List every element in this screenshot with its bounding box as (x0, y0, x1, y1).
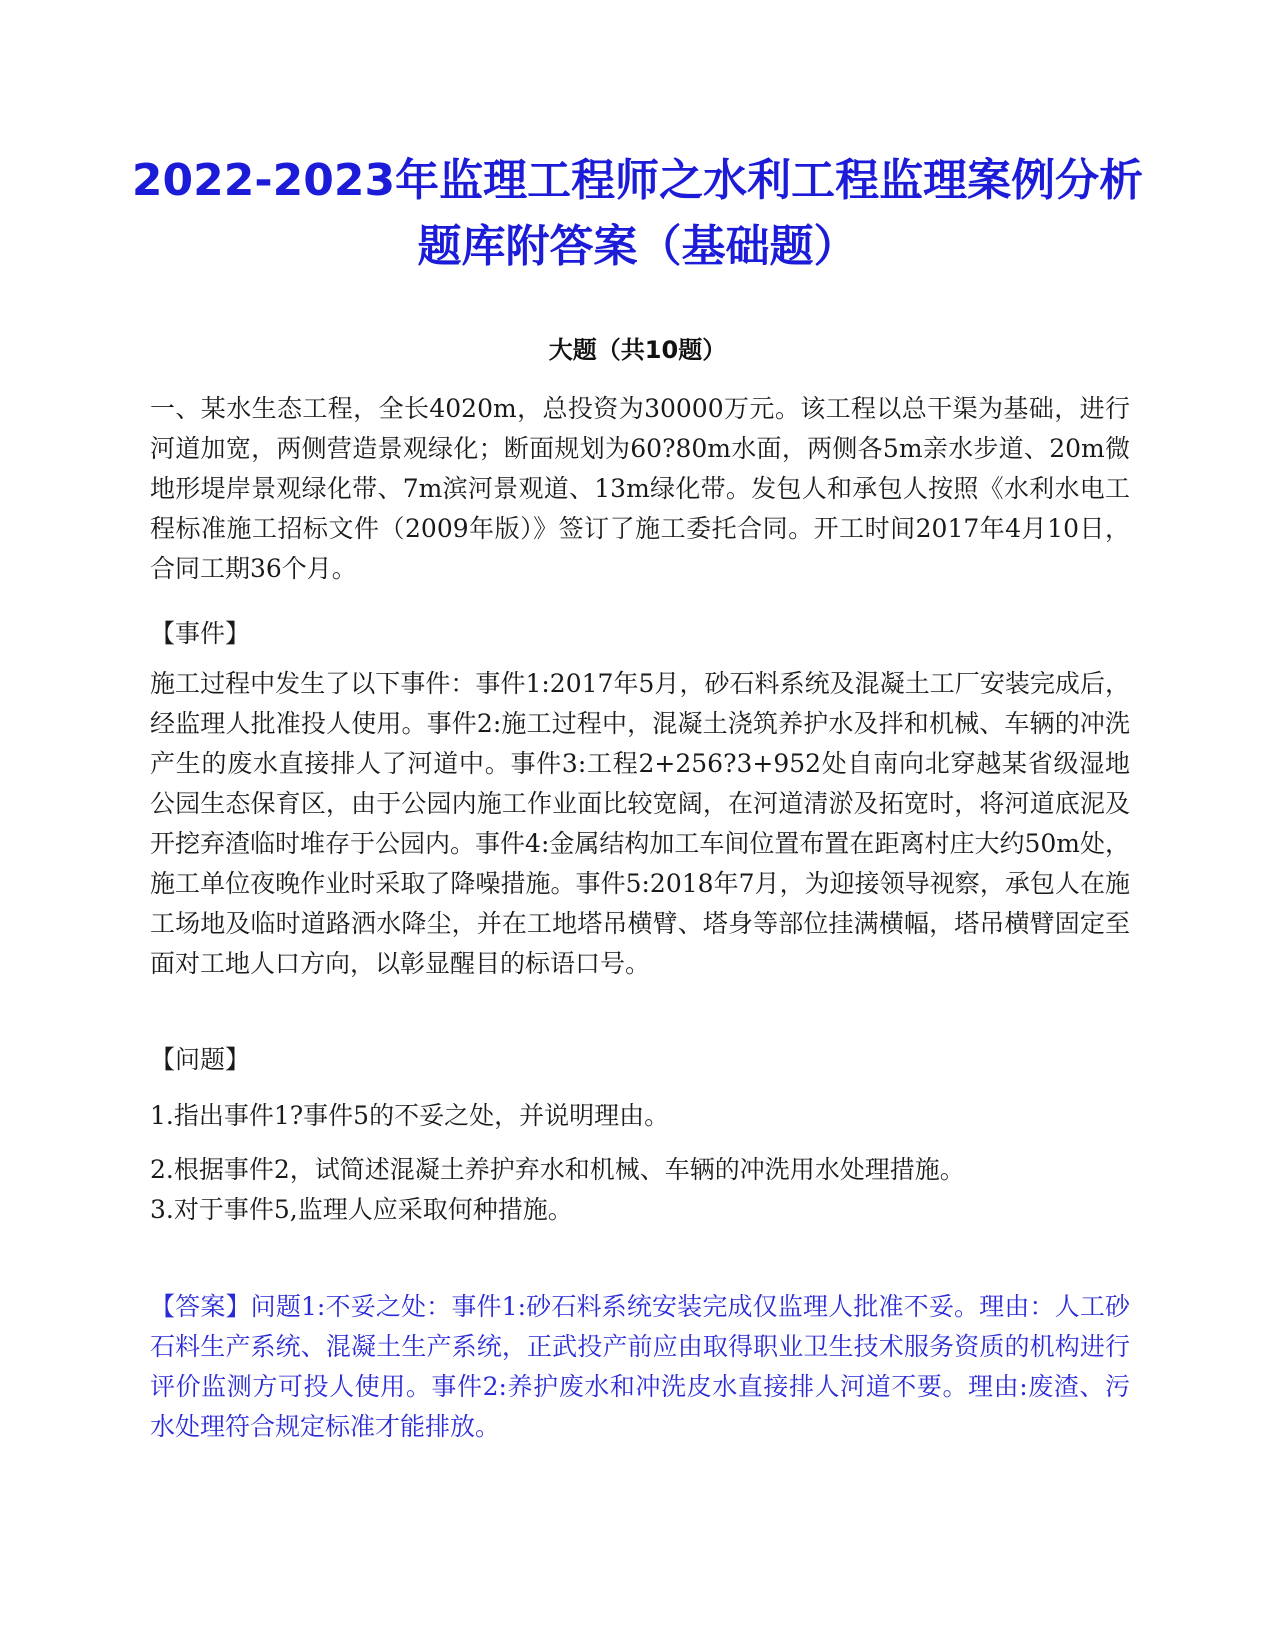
question-heading: 【问题】 (150, 1045, 251, 1074)
document-title: 2022-2023年监理工程师之水利工程监理案例分析题库附答案（基础题） (131, 155, 1144, 272)
question-item-2: 2.根据事件2，试简述混凝土养护弃水和机械、车辆的冲洗用水处理措施。 (150, 1155, 965, 1184)
question-intro: 一、某水生态工程，全长4020m，总投资为30000万元。该工程以总干渠为基础，进行河道加宽，两侧营造景观绿化；断面规划为60?80m水面，两侧各5m亲水步道、20m微地形堤岸景观绿化带、7m滨河景观道、13m绿化带。发包人和承包人按照《水利水电工程标准施工招标文件（2009年版）》签订了施工委托合同。开工时间2017年4月10日，合同工期36个月。 (150, 394, 1130, 583)
answer-text: 问题1:不妥之处：事件1:砂石料系统安装完成仅监理人批准不妥。理由：人工砂石料生产系统、混凝土生产系统，正武投产前应由取得职业卫生技术服务资质的机构进行评价监测方可投人使用。事件2:养护废水和冲洗皮水直接排人河道不要。理由:废渣、污水处理符合规定标准才能排放。 (150, 1292, 1130, 1441)
section-heading: 大题（共10题） (548, 336, 727, 364)
answer-paragraph (150, 1287, 1130, 1447)
events-paragraph: 施工过程中发生了以下事件：事件1:2017年5月，砂石料系统及混凝土工厂安装完成后，经监理人批准投人使用。事件2:施工过程中，混凝土浇筑养护水及拌和机械、车辆的冲洗产生的废水直接排人了河道中。事件3:工程2+256?3+952处自南向北穿越某省级湿地公园生态保育区，由于公园内施工作业面比较宽阔，在河道清淤及拓宽时，将河道底泥及开挖弃渣临时堆存于公园内。事件4:金属结构加工车间位置布置在距离村庄大约50m处，施工单位夜晚作业时采取了降噪措施。事件5:2018年7月，为迎接领导视察，承包人在施工场地及临时道路洒水降尘，并在工地塔吊横臂、塔身等部位挂满横幅，塔吊横臂固定至面对工地人口方向，以彰显醒目的标语口号。 (150, 669, 1130, 978)
question-item-1: 1.指出事件1?事件5的不妥之处，并说明理由。 (150, 1101, 670, 1130)
answer-tag: 【答案】 (150, 1292, 251, 1321)
event-heading: 【事件】 (150, 619, 251, 648)
question-item-3: 3.对于事件5,监理人应采取何种措施。 (150, 1195, 573, 1224)
